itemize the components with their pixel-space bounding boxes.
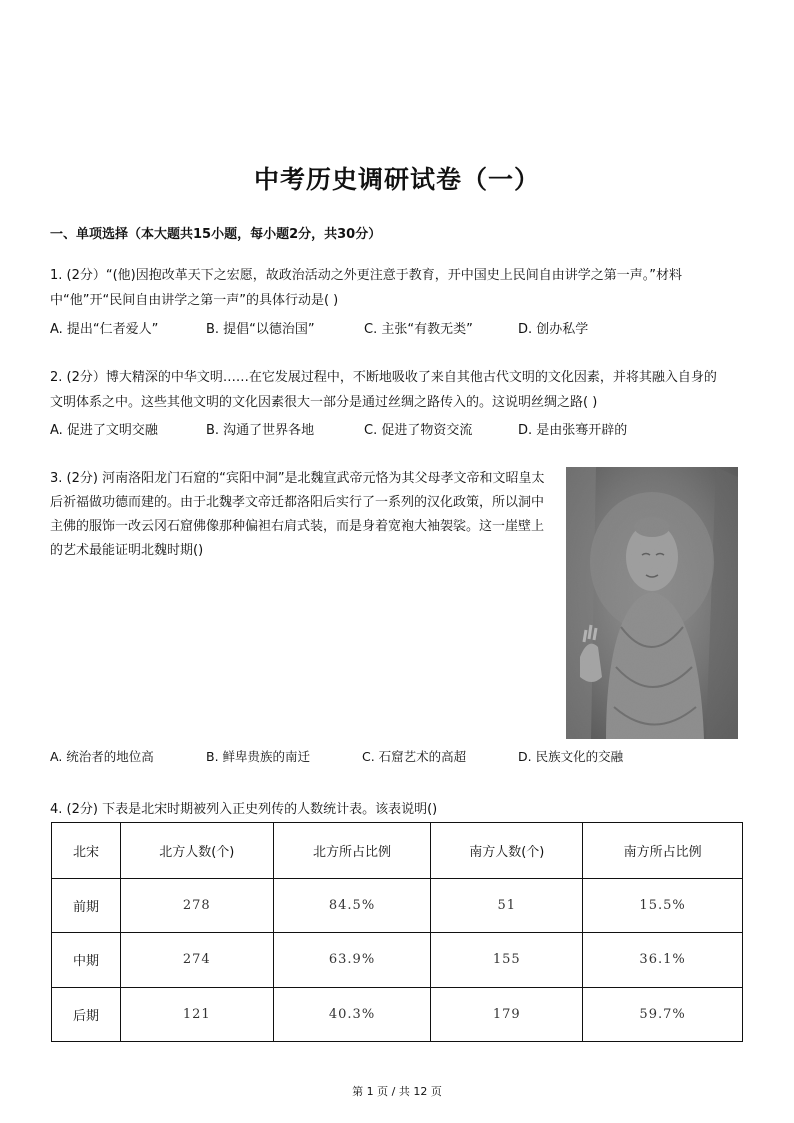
page-footer: 第 1 页 / 共 12 页 — [352, 1085, 442, 1098]
question-1-line-2: 中“他”开“民间自由讲学之第一声”的具体行动是( ) — [50, 293, 339, 308]
question-1-options — [50, 318, 750, 340]
table-cell: 40.3% — [273, 987, 431, 1041]
table-row — [52, 879, 743, 933]
row-label: 前期 — [52, 879, 121, 933]
table-cell: 121 — [120, 987, 273, 1041]
row-label: 后期 — [52, 987, 121, 1041]
table-cell: 278 — [120, 879, 273, 933]
option-c[interactable]: C. 主张“有教无类” — [364, 322, 473, 337]
option-d[interactable]: D. 民族文化的交融 — [518, 749, 624, 764]
option-b[interactable]: B. 鲜卑贵族的南迁 — [206, 749, 311, 764]
table-cell: 63.9% — [273, 933, 431, 987]
statistics-table — [51, 822, 743, 1042]
question-3-stem — [50, 467, 560, 563]
option-d[interactable]: D. 是由张骞开辟的 — [518, 423, 628, 438]
option-b[interactable]: B. 沟通了世界各地 — [206, 423, 315, 438]
table-cell: 59.7% — [583, 987, 743, 1041]
header-cell: 北宋 — [52, 823, 121, 879]
buddha-statue-photo — [566, 467, 738, 739]
question-4-stem: 4. (2分) 下表是北宋时期被列入正史列传的人数统计表。该表说明() — [50, 802, 438, 817]
table-cell: 179 — [431, 987, 583, 1041]
header-cell: 南方人数(个) — [431, 823, 583, 879]
question-3-line-4: 的艺术最能证明北魏时期() — [50, 543, 204, 558]
question-2-line-2: 文明体系之中。这些其他文明的文化因素很大一部分是通过丝绸之路传入的。这说明丝绸之路( ) — [50, 395, 598, 410]
option-c[interactable]: C. 石窟艺术的高超 — [362, 749, 467, 764]
row-label: 中期 — [52, 933, 121, 987]
option-c[interactable]: C. 促进了物资交流 — [364, 423, 473, 438]
question-3-line-2: 后祈福做功德而建的。由于北魏孝文帝迁都洛阳后实行了一系列的汉化政策，所以洞中 — [50, 495, 545, 510]
table-header-row — [52, 823, 743, 879]
table-cell: 36.1% — [583, 933, 743, 987]
table-cell: 84.5% — [273, 879, 431, 933]
table-cell: 274 — [120, 933, 273, 987]
page-title: 中考历史调研试卷（一） — [253, 165, 540, 194]
question-3-line-3: 主佛的服饰一改云冈石窟佛像那种偏袒右肩式装，而是身着宽袍大袖袈裟。这一崖壁上 — [50, 519, 545, 534]
header-cell: 北方人数(个) — [120, 823, 273, 879]
header-cell: 北方所占比例 — [273, 823, 431, 879]
question-1-line-1: 1. (2分）“(他)因抱改革天下之宏愿，故政治活动之外更注意于教育，开中国史上民间自由讲学之第一声。”材料 — [50, 268, 682, 283]
question-3-options — [50, 747, 750, 769]
table-cell: 51 — [431, 879, 583, 933]
table-cell: 15.5% — [583, 879, 743, 933]
table-cell: 155 — [431, 933, 583, 987]
header-cell: 南方所占比例 — [583, 823, 743, 879]
option-d[interactable]: D. 创办私学 — [518, 322, 589, 337]
option-b[interactable]: B. 提倡“以德治国” — [206, 322, 315, 337]
question-2-options — [50, 419, 750, 441]
question-2-line-1: 2. (2分）博大精深的中华文明……在它发展过程中，不断地吸收了来自其他古代文明的文化因素，并将其融入自身的 — [50, 370, 717, 385]
option-a[interactable]: A. 提出“仁者爱人” — [50, 322, 159, 337]
option-a[interactable]: A. 促进了文明交融 — [50, 423, 158, 438]
table-row — [52, 987, 743, 1041]
option-a[interactable]: A. 统治者的地位高 — [50, 749, 154, 764]
section-heading: 一、单项选择（本大题共15小题，每小题2分，共30分） — [50, 227, 382, 242]
table-row — [52, 933, 743, 987]
question-3-line-1: 3. (2分) 河南洛阳龙门石窟的“宾阳中洞”是北魏宣武帝元恪为其父母孝文帝和文昭皇太 — [50, 471, 545, 486]
